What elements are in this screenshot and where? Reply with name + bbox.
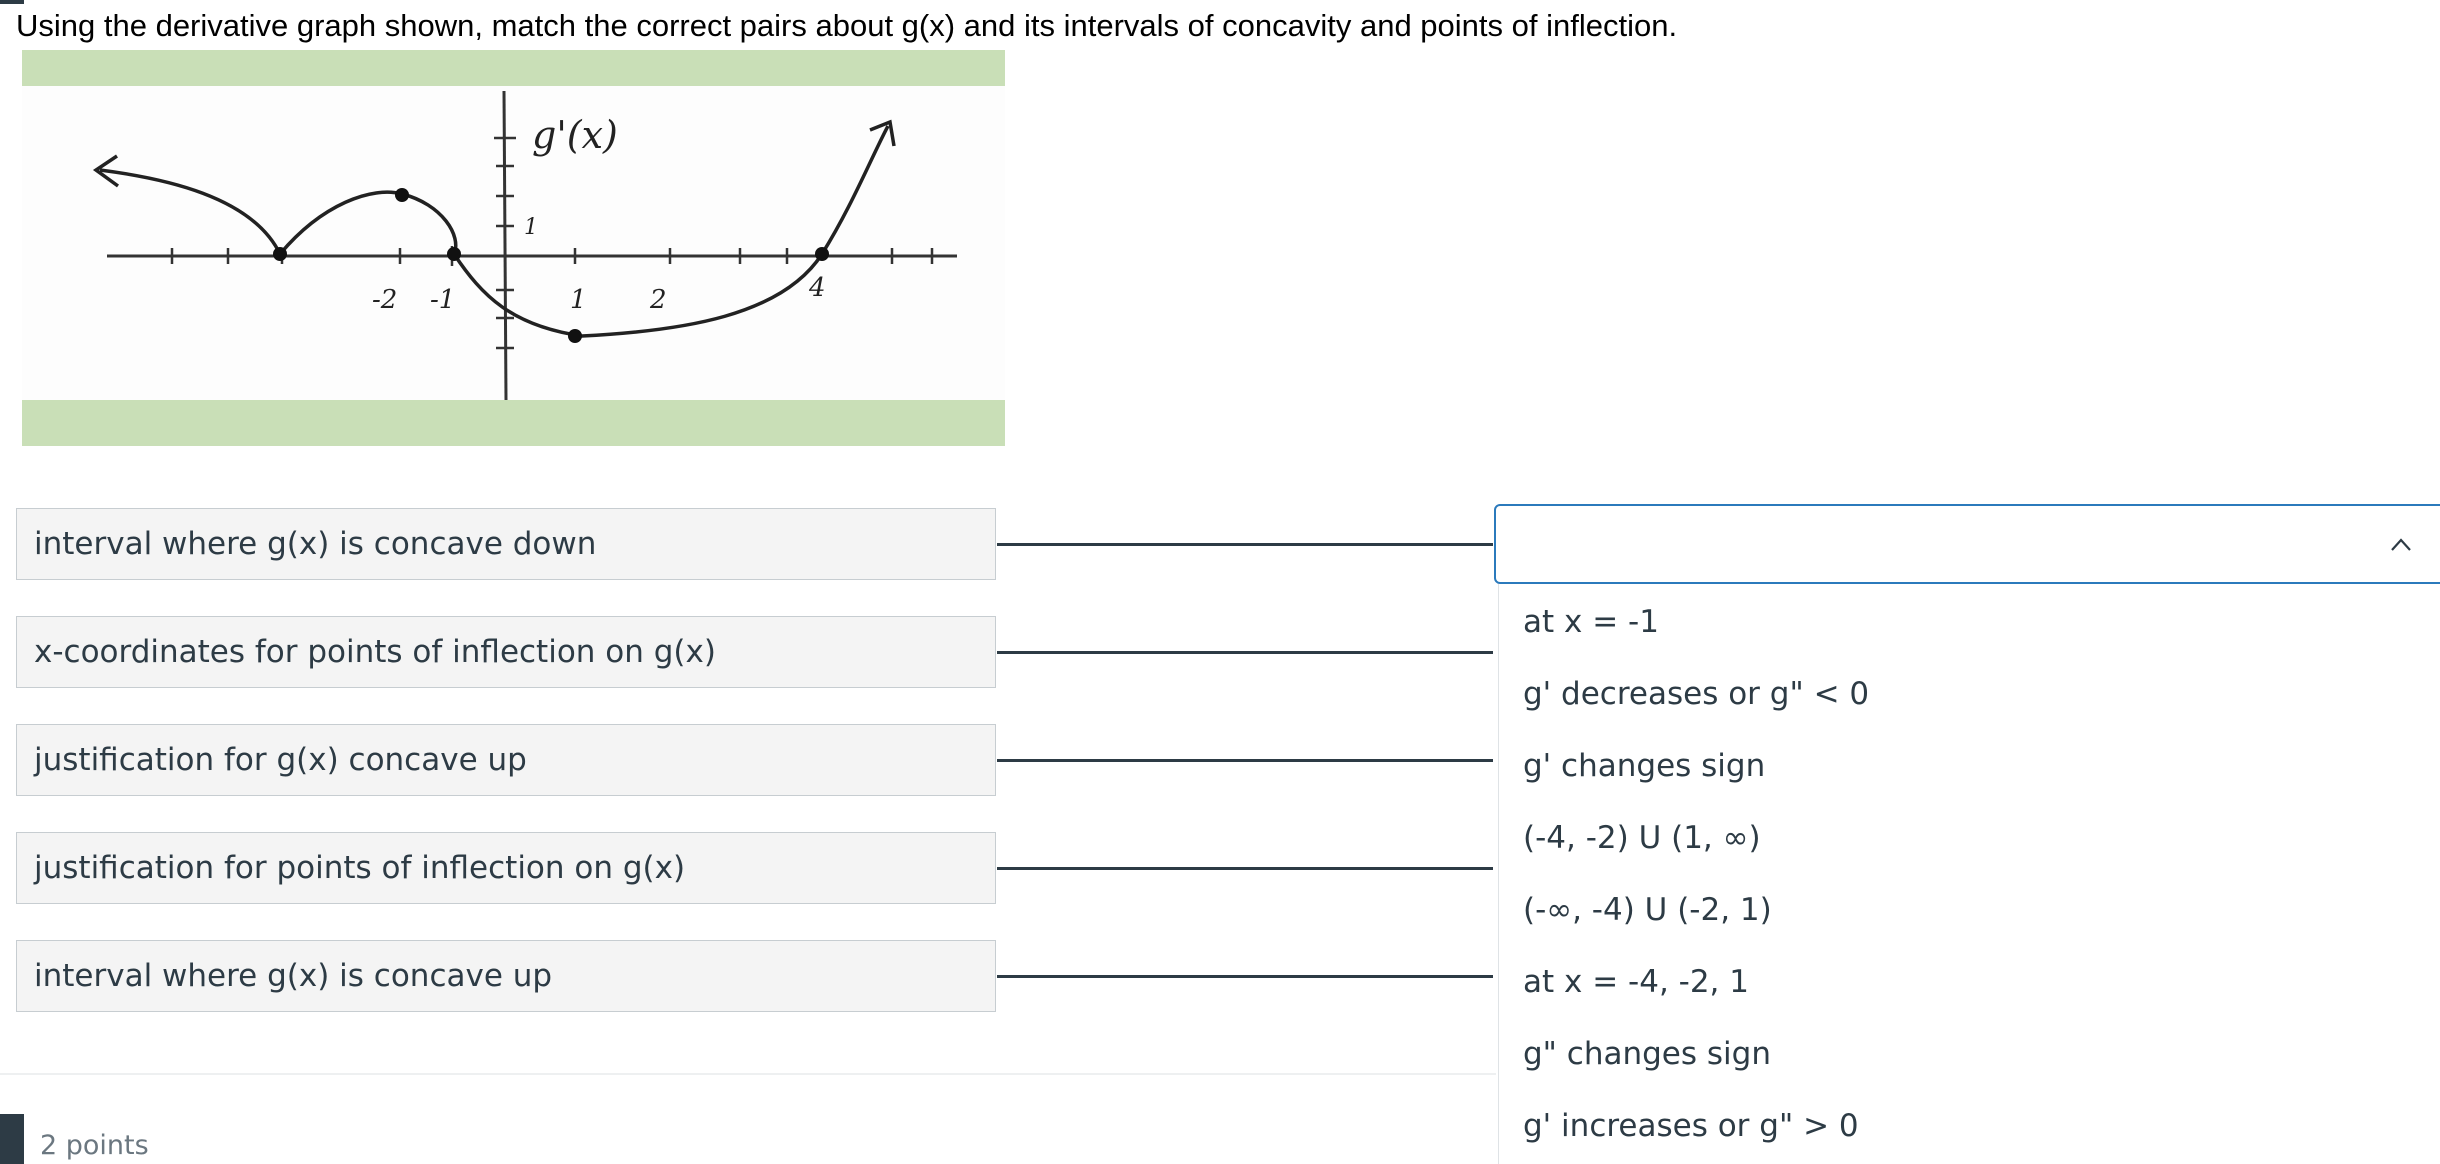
option-gprime-increases[interactable]: g' increases or g" > 0 xyxy=(1523,1108,1859,1144)
tick-label-1: 1 xyxy=(570,285,587,315)
option-interval-neg4-neg2-1-inf[interactable]: (-4, -2) U (1, ∞) xyxy=(1523,820,1761,856)
prompt-justification-concave-up xyxy=(16,724,996,796)
connector-line xyxy=(997,975,1493,978)
answer-select[interactable] xyxy=(1494,504,2440,584)
chevron-up-icon[interactable] xyxy=(2390,534,2412,556)
prompt-label: interval where g(x) is concave down xyxy=(34,526,597,562)
option-gprime-decreases[interactable]: g' decreases or g" < 0 xyxy=(1523,676,1870,712)
prompt-label: justification for g(x) concave up xyxy=(34,742,527,778)
prompt-justification-inflection xyxy=(16,832,996,904)
footer-marker xyxy=(0,1114,24,1164)
select-options-list xyxy=(1498,584,2440,1164)
point-x-neg4 xyxy=(273,247,287,261)
point-x-4 xyxy=(815,247,829,261)
graph-sketch xyxy=(22,86,1005,400)
prompt-inflection-x-coordinates xyxy=(16,616,996,688)
connector-line xyxy=(997,759,1493,762)
option-at-x-neg1[interactable]: at x = -1 xyxy=(1523,604,1659,640)
prompt-label: x-coordinates for points of inflection on g(x) xyxy=(34,634,716,670)
option-gdoubleprime-changes-sign[interactable]: g" changes sign xyxy=(1523,1036,1771,1072)
graph-band-top xyxy=(22,50,1005,86)
connector-line xyxy=(997,867,1493,870)
prompt-concave-down xyxy=(16,508,996,580)
gprime-curve xyxy=(100,126,888,336)
tick-label-2: 2 xyxy=(650,285,667,315)
footer-divider xyxy=(0,1073,1496,1075)
corner-mark xyxy=(0,0,24,4)
tick-label-neg1: -1 xyxy=(430,285,456,315)
tick-label-4: 4 xyxy=(809,273,826,303)
option-at-x-neg4-neg2-1[interactable]: at x = -4, -2, 1 xyxy=(1523,964,1749,1000)
graph-band-bottom xyxy=(22,400,1005,446)
option-interval-neginf-neg4-neg2-1[interactable]: (-∞, -4) U (-2, 1) xyxy=(1523,892,1772,928)
derivative-graph-image xyxy=(22,50,1005,446)
y-tick-label: 1 xyxy=(524,215,538,240)
prompt-concave-up xyxy=(16,940,996,1012)
prompt-label: interval where g(x) is concave up xyxy=(34,958,553,994)
prompt-label: justification for points of inflection on g(x) xyxy=(34,850,686,886)
option-gprime-changes-sign[interactable]: g' changes sign xyxy=(1523,748,1766,784)
function-label: g'(x) xyxy=(532,113,618,157)
question-text: Using the derivative graph shown, match the correct pairs about g(x) and its intervals of concavity and points of inflection. xyxy=(16,8,1678,43)
connector-line xyxy=(997,651,1493,654)
point-x-neg1 xyxy=(447,247,461,261)
tick-label-neg2: -2 xyxy=(372,285,398,315)
connector-line xyxy=(997,543,1493,546)
point-x-1 xyxy=(568,329,582,343)
points-label: 2 points xyxy=(40,1130,149,1161)
point-x-neg2 xyxy=(395,188,409,202)
